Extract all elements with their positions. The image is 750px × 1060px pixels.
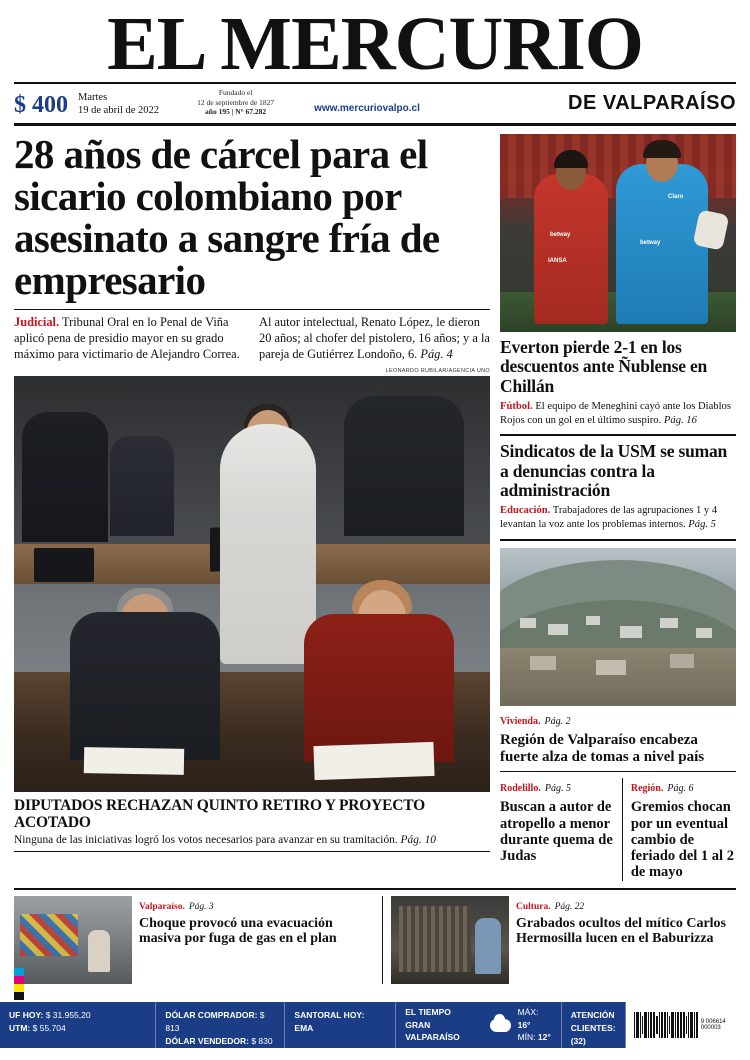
footer-weather-temps <box>518 1006 552 1044</box>
rule-after-sport <box>500 434 736 436</box>
usm-deck <box>500 504 736 532</box>
bottom-strip <box>14 888 736 984</box>
cmyk-cyan <box>14 968 24 976</box>
cultura-text <box>516 896 734 984</box>
founded-line-1: Fundado el <box>218 87 253 97</box>
footer-bar <box>0 1002 750 1059</box>
footer-dollar-sell <box>165 1035 275 1048</box>
valparaiso-photo-worker <box>88 930 110 972</box>
masthead-title: EL MERCURIO <box>107 2 643 86</box>
sport-photo <box>500 134 736 332</box>
footer-dollar-buy <box>165 1009 275 1035</box>
vivienda-house-5 <box>660 618 678 628</box>
cmyk-yellow <box>14 984 24 992</box>
cover-price: $ 400 <box>14 92 68 119</box>
usm-headline[interactable]: Sindicatos de la USM se suman a denuncias contra la administración <box>500 441 728 500</box>
main-photo-caption-page: Pág. 10 <box>400 833 436 846</box>
sport-page: Pág. 16 <box>663 414 697 426</box>
region-headline[interactable]: Gremios chocan por un eventual cambio de feriado del 1 al 2 de mayo <box>630 799 734 881</box>
founded-line-2: 12 de septiembre de 1827 <box>197 97 275 107</box>
barcode <box>626 1002 750 1048</box>
valparaiso-kicker: Valparaíso. <box>139 901 185 912</box>
vivienda-kicker: Vivienda. <box>500 715 541 727</box>
footer-santoral-value: EMA <box>294 1022 314 1033</box>
jersey-sponsor-betway: betway <box>550 232 571 239</box>
valparaiso-headline[interactable]: Choque provocó una evacuación masiva por fuga de gas en el plan <box>139 915 337 947</box>
issue-date <box>78 91 159 117</box>
right-two-column-block <box>500 778 736 880</box>
photo-person-background-mid <box>110 436 174 536</box>
footer-weather-text <box>405 1006 483 1044</box>
valparaiso-page: Pág. 3 <box>188 901 214 912</box>
footer-max-value: 16° <box>517 1019 531 1030</box>
cmyk-black <box>14 992 24 1000</box>
lead-deck-right-text: Al autor intelectual, Renato López, le dieron 20 años; al chofer del pistolero, 16 años; y a la pareja de Gutiérrez Londoño, 6. <box>259 315 490 361</box>
vivienda-house-8 <box>596 660 626 675</box>
footer-dollar-sell-label: DÓLAR VENDEDOR: <box>165 1035 249 1046</box>
footer-max-label: MÁX: <box>517 1006 539 1017</box>
footer-santoral-label: SANTORAL HOY: <box>294 1010 365 1020</box>
issue-weekday: Martes <box>78 91 108 103</box>
sport-player-blue <box>616 164 708 324</box>
footer-dollar-sell-value: $ 830 <box>251 1035 273 1046</box>
rule-after-vivienda <box>500 771 736 772</box>
footer-contact-label: ATENCIÓN CLIENTES: <box>570 1010 616 1033</box>
footer-uf <box>9 1009 146 1022</box>
main-photo-caption-body: Ninguna de las iniciativas logró los votos necesarios para avanzar en su tramitación. <box>14 833 398 846</box>
footer-utm-value: $ 55.704 <box>32 1022 66 1033</box>
footer-min-value: 12° <box>537 1032 551 1043</box>
masthead-subtitle: DE VALPARAÍSO <box>568 92 736 114</box>
cmyk-registration-marks <box>14 968 24 1000</box>
lead-headline[interactable]: 28 años de cárcel para el sicario colombiano por asesinato a sangre fría de empresario <box>14 131 440 303</box>
footer-weather-label: EL TIEMPO <box>405 1006 451 1017</box>
main-photo-caption-headline[interactable]: DIPUTADOS RECHAZAN QUINTO RETIRO Y PROYECTO ACOTADO <box>14 796 425 831</box>
rodelillo-block <box>500 778 614 880</box>
cultura-page: Pág. 22 <box>554 901 585 912</box>
footer-dollar-buy-value: $ 813 <box>165 1010 265 1033</box>
footer-weather-place: GRAN VALPARAÍSO <box>405 1019 460 1043</box>
footer-min-label: MÍN: <box>517 1032 536 1043</box>
photo-papers-right <box>313 742 434 780</box>
sport-deck <box>500 400 736 428</box>
vivienda-house-7 <box>530 656 556 670</box>
vivienda-house-3 <box>586 616 600 625</box>
footer-santoral <box>285 1002 396 1048</box>
photo-person-seated-right <box>304 614 454 762</box>
sport-deck-text: El equipo de Meneghini cayó ante los Diablos Rojos con un gol en el último suspiro. <box>500 400 731 426</box>
rodelillo-kicker: Rodelillo. <box>500 783 541 795</box>
vivienda-photo <box>500 548 736 706</box>
cultura-item[interactable] <box>382 896 734 984</box>
founded-info <box>197 88 274 117</box>
website-link[interactable]: www.mercuriovalpo.cl <box>314 103 420 115</box>
region-block <box>622 778 736 880</box>
valparaiso-text <box>139 896 374 984</box>
vivienda-house-2 <box>548 624 568 635</box>
vivienda-block <box>500 711 736 766</box>
footer-uf-label: UF HOY: <box>9 1010 44 1020</box>
main-photo-caption-text <box>14 833 490 847</box>
cultura-photo-visitor <box>475 918 501 974</box>
footer-contact[interactable] <box>562 1002 626 1059</box>
sport-headline[interactable]: Everton pierde 2-1 en los descuentos ante Ñublense en Chillán <box>500 337 708 396</box>
rule-after-usm <box>500 539 736 541</box>
issue-date-full: 19 de abril de 2022 <box>78 105 160 117</box>
lead-kicker: Judicial. <box>14 315 60 330</box>
info-bar <box>14 84 736 126</box>
jersey-sponsor-iansa: IANSA <box>548 258 567 265</box>
barcode-number: 9 006614 000003 <box>700 1019 726 1031</box>
vivienda-page: Pág. 2 <box>544 715 571 727</box>
main-photo-courtroom <box>14 376 490 792</box>
photo-person-seated-left <box>70 612 220 760</box>
photo-person-standing <box>220 424 316 664</box>
footer-uf-value: $ 31.955,20 <box>45 1010 91 1020</box>
vivienda-house-9 <box>670 654 694 668</box>
right-column <box>500 134 736 880</box>
valparaiso-photo <box>14 896 132 984</box>
photo-credit: LEONARDO RUBILAR/AGENCIA UNO <box>385 367 490 374</box>
region-page: Pág. 6 <box>667 783 694 795</box>
page-columns <box>14 131 736 881</box>
lead-deck-left-text: Tribunal Oral en lo Penal de Viña aplicó pena de presidio mayor en su grado máximo para victimario de Alejandro Correa. <box>14 315 240 361</box>
usm-deck-text: Trabajadores de las agrupaciones 1 y 4 levantan la voz ante los problemas internos. <box>500 505 718 530</box>
cultura-photo-engraving <box>399 906 471 972</box>
footer-indicators <box>0 1002 156 1048</box>
left-column-rule <box>14 851 490 852</box>
lead-deck-left <box>14 315 245 362</box>
region-kicker: Región. <box>630 783 664 795</box>
footer-weather <box>396 1002 561 1048</box>
valparaiso-photo-graffiti <box>20 914 78 956</box>
left-column <box>14 131 490 880</box>
lead-deck-right <box>259 315 490 362</box>
cultura-headline[interactable]: Grabados ocultos del mítico Carlos Hermosilla lucen en el Baburizza <box>516 915 726 947</box>
footer-dollar-buy-label: DÓLAR COMPRADOR: <box>165 1010 258 1020</box>
jersey-sponsor-betway-2: betway <box>640 240 661 247</box>
rodelillo-page: Pág. 5 <box>544 783 571 795</box>
vivienda-headline[interactable]: Región de Valparaíso encabeza fuerte alza de tomas a nivel país <box>500 731 705 765</box>
photo-person-background-right <box>344 396 464 536</box>
jersey-sponsor-claro: Claro <box>668 194 684 201</box>
valparaiso-item[interactable] <box>14 896 374 984</box>
sport-player-red <box>534 174 608 324</box>
usm-page: Pág. 5 <box>688 518 716 530</box>
footer-dollar <box>156 1002 285 1048</box>
cmyk-magenta <box>14 976 24 984</box>
lead-deck-right-page: Pág. 4 <box>420 346 453 361</box>
lead-deck <box>14 309 490 362</box>
photo-laptop-2 <box>34 548 94 582</box>
vivienda-house-1 <box>520 618 536 628</box>
photo-person-background-left <box>22 412 108 542</box>
vivienda-house-4 <box>620 626 642 638</box>
footer-utm-label: UTM: <box>9 1022 31 1033</box>
cloud-icon <box>490 1019 511 1032</box>
rodelillo-headline[interactable]: Buscan a autor de atropello a menor durante quema de Judas <box>500 799 613 865</box>
cultura-photo <box>391 896 509 984</box>
vivienda-house-6 <box>696 628 712 638</box>
issue-number: año 195 | N° 67.282 <box>205 107 267 117</box>
photo-papers-left <box>84 747 184 775</box>
footer-contact-value: (32) 2264123 <box>570 1035 604 1059</box>
footer-utm <box>9 1022 146 1035</box>
cultura-kicker: Cultura. <box>516 901 551 912</box>
sport-kicker: Fútbol. <box>500 400 533 412</box>
usm-kicker: Educación. <box>500 505 551 517</box>
